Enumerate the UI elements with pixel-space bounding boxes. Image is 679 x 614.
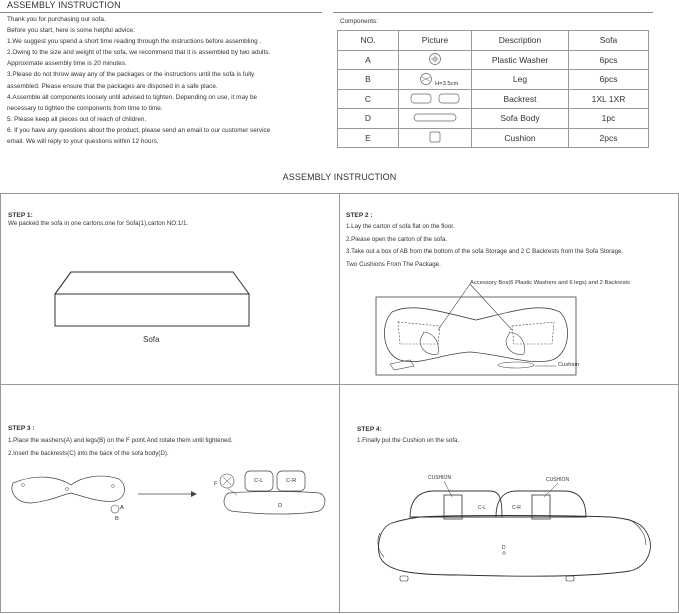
step4-label-cl: C-L	[478, 505, 487, 511]
intro-line: 4.Assemble all components loosely until advised to tighten. Depending on use, it may be	[7, 93, 258, 101]
header-rule-left	[0, 12, 322, 13]
col-description: Description	[472, 31, 569, 51]
step1-title: STEP 1:	[8, 212, 33, 219]
section-title: ASSEMBLY INSTRUCTION	[282, 172, 397, 182]
intro-line: assembled. Please ensure that the packages are disposed in a safe place.	[7, 82, 218, 90]
cell-qty: 2pcs	[569, 128, 649, 148]
table-row	[338, 128, 649, 148]
step3-label-a: A	[120, 505, 124, 511]
leg-icon	[419, 72, 433, 86]
components-label: Components:	[340, 18, 379, 25]
cell-description: Leg	[472, 70, 569, 90]
cell-description: Backrest	[472, 89, 569, 109]
step2-title: STEP 2 :	[346, 212, 373, 219]
col-sofa: Sofa	[569, 31, 649, 51]
table-header-row	[338, 31, 649, 51]
cell-no: B	[338, 70, 399, 90]
cell-picture	[399, 50, 472, 70]
step2-panel	[339, 193, 679, 385]
finished-sofa-illustration	[340, 385, 679, 614]
leg-install-illustration	[1, 385, 341, 614]
sofa-body-icon	[412, 111, 458, 123]
intro-line: 1.We suggest you spend a short time reading through the instructions before assembling .	[7, 38, 262, 46]
col-no: NO.	[338, 31, 399, 51]
intro-text	[7, 14, 270, 147]
intro-line: email. We will reply to your questions within 12 hours.	[7, 138, 159, 146]
step3-title: STEP 3 :	[8, 425, 35, 432]
step3-label-cl: C-L	[254, 478, 264, 484]
table-row	[338, 109, 649, 129]
step4-label-d: D	[502, 545, 506, 551]
sofa-box-label: Sofa	[143, 335, 160, 344]
step3-panel	[0, 384, 340, 613]
cell-description: Sofa Body	[472, 109, 569, 129]
cell-picture	[399, 128, 472, 148]
components-table	[337, 30, 649, 148]
step3-label-cr: C-R	[286, 478, 297, 484]
cell-no: C	[338, 89, 399, 109]
intro-line: Thank you for purchasing our sofa.	[7, 16, 106, 23]
table-row	[338, 50, 649, 70]
intro-line: 3.Please do not throw away any of the packages or the instructions until the sofa is fully	[7, 71, 255, 79]
cushion-left-label: CUSHION	[428, 475, 452, 481]
washer-icon	[428, 52, 442, 66]
cell-picture	[399, 89, 472, 109]
cell-no: A	[338, 50, 399, 70]
page-title: ASSEMBLY INSTRUCTION	[7, 0, 121, 10]
col-picture: Picture	[399, 31, 472, 51]
step3-line: 1.Place the washers(A) and legs(B) on the F point.And rotate them until tightened.	[8, 437, 233, 444]
carton-box-illustration	[1, 194, 341, 386]
intro-line: 5. Please keep all pieces out of reach of children.	[7, 115, 147, 123]
cell-picture	[399, 70, 472, 90]
intro-line: Before you start, here is some helpful advice:	[7, 27, 135, 35]
step1-panel	[0, 193, 340, 385]
cushion-icon	[428, 130, 442, 144]
cell-qty: 6pcs	[569, 50, 649, 70]
intro-line: 6. If you have any questions about the product, please send an email to our customer service	[7, 126, 271, 134]
intro-line: 2.Owing to the size and weight of the sofa, we recommend that it is assembled by two adults.	[7, 49, 271, 57]
cell-picture	[399, 109, 472, 129]
cushion-callout: Cushion	[558, 362, 580, 368]
step4-title: STEP 4:	[357, 426, 382, 433]
step3-line: 2.Insert the backrests(C) into the back of the sofa body(D).	[8, 449, 169, 457]
step3-label-d: D	[278, 503, 283, 509]
intro-line: Approximate assembly time is 20 minutes.	[7, 60, 127, 68]
step3-label-f: F	[214, 481, 218, 487]
cell-description: Plastic Washer	[472, 50, 569, 70]
step1-line: We packed the sofa in one cartons,one for Sofa(1),carton NO:1/1.	[8, 220, 189, 227]
open-carton-illustration	[340, 194, 679, 386]
step4-panel	[339, 384, 679, 613]
step2-line: 1.Lay the carton of sofa flat on the floor.	[346, 223, 455, 230]
leg-height-note: H=3.5cm	[435, 81, 459, 87]
step4-label-cr: C-R	[512, 505, 521, 511]
header-rule-right	[333, 12, 653, 13]
step2-line: 3.Take out a box of AB from the bottom of the sofa Storage and 2 C Backrests from the Sofa Storage.	[346, 248, 624, 256]
cell-description: Cushion	[472, 128, 569, 148]
cell-no: D	[338, 109, 399, 129]
table-row	[338, 70, 649, 90]
step2-line: Two Cushions From The Package.	[346, 260, 441, 268]
step2-line: 2.Please open the carton of the sofa.	[346, 235, 448, 243]
cushion-right-label: CUSHION	[546, 477, 570, 483]
step3-label-b: B	[115, 516, 119, 522]
intro-line: necessary to tighten the components from time to time.	[7, 104, 163, 112]
cell-no: E	[338, 128, 399, 148]
cell-qty: 6pcs	[569, 70, 649, 90]
cell-qty: 1pc	[569, 109, 649, 129]
backrest-icon	[409, 91, 461, 105]
cell-qty: 1XL 1XR	[569, 89, 649, 109]
accessory-box-callout: Accessory Box(6 Plastic Washers and 6 legs) and 2 Backrests	[470, 280, 630, 286]
step4-line: 1.Finally put the Cushion on the sofa.	[357, 437, 460, 444]
table-row	[338, 89, 649, 109]
